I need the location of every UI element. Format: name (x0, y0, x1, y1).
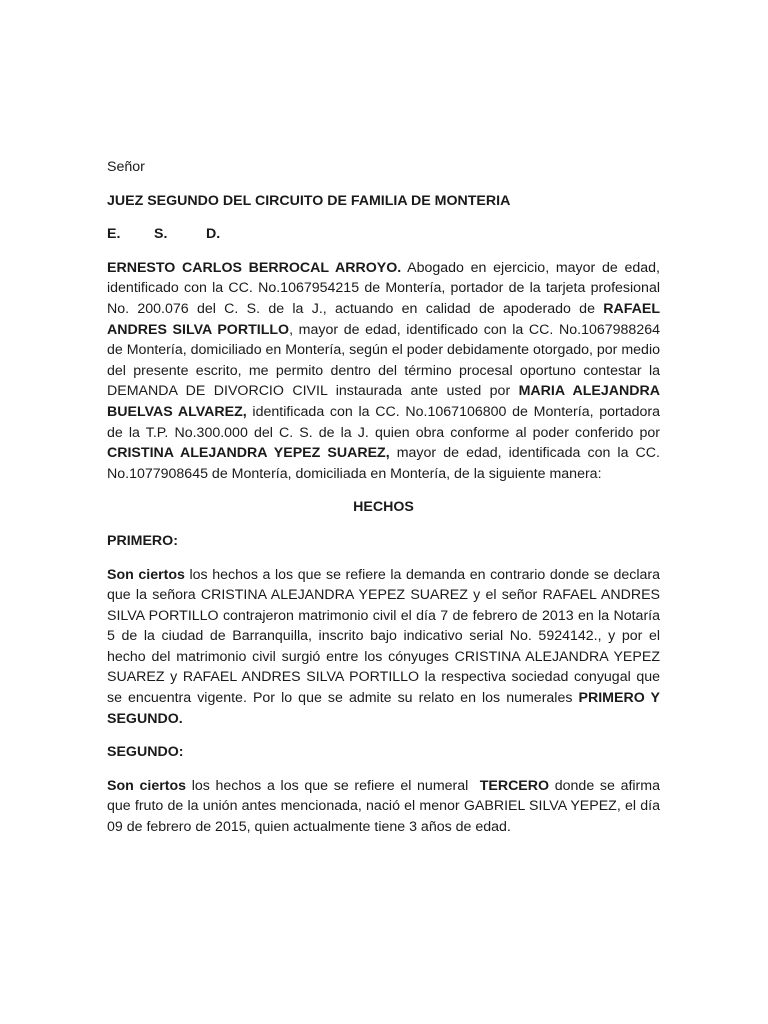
addressee: JUEZ SEGUNDO DEL CIRCUITO DE FAMILIA DE MONTERIA (107, 192, 511, 209)
segundo-lead: Son ciertos (107, 777, 187, 794)
segundo-text-1: los hechos a los que se refiere el numeral (186, 777, 480, 794)
segundo-heading: SEGUNDO: (107, 744, 184, 761)
document-page (107, 157, 660, 838)
esd-e: E. (107, 226, 121, 243)
intro-text-3: identificada con la CC. No.1067106800 de Montería, portadora de la T.P. No.300.000 del C. S. de la J. quien obra conforme al poder conferido por (107, 403, 660, 441)
segundo-text-2: donde se afirma que fruto de la unión antes mencionada, nació el menor GABRIEL SILVA YEPEZ, el día 09 de febrero de 2015, quien actualmente tiene 3 años de edad. (107, 777, 660, 836)
primero-paragraph (107, 565, 660, 730)
primero-lead: Son ciertos (107, 566, 185, 583)
primero-tail: PRIMERO Y SEGUNDO. (107, 690, 660, 727)
plaintiff-name: CRISTINA ALEJANDRA YEPEZ SUAREZ, (107, 445, 390, 462)
section-title: HECHOS (353, 499, 414, 516)
salutation: Señor (107, 159, 145, 175)
esd-d: D. (206, 226, 221, 243)
plaintiff-attorney-name: MARIA ALEJANDRA BUELVAS ALVAREZ, (107, 383, 660, 420)
client-name: RAFAEL ANDRES SILVA PORTILLO (107, 300, 660, 338)
intro-text-2: , mayor de edad, identificado con la CC. No.1067988264 de Montería, domiciliado en Montería, según el poder debidamente otorgado, por medio del presente escrito, me permito dentro del término procesal oportuno contestar la DEMANDA DE DIVORCIO CIVIL instaurada ante usted por (107, 321, 660, 400)
esd-s: S. (154, 226, 168, 243)
segundo-bold: TERCERO (479, 777, 550, 794)
primero-text: los hechos a los que se refiere la demanda en contrario donde se declara que la señora CRISTINA ALEJANDRA YEPEZ SUAREZ y el señor RAFAEL ANDRES SILVA PORTILLO contrajeron matrimonio civil el día 7 de febrero de 2013 en la Notaría 5 de la ciudad de Barranquilla, inscrito bajo indicativo serial No. 5924142., y por el hecho del matrimonio civil surgió entre los cónyuges CRISTINA ALEJANDRA YEPEZ SUAREZ y RAFAEL ANDRES SILVA PORTILLO la respectiva sociedad conyugal que se encuentra vigente. Por lo que se admite su relato en los numerales (107, 566, 660, 707)
intro-text-4: mayor de edad, identificada con la CC. No.1077908645 de Montería, domiciliada en Montería, de la siguiente manera: (107, 445, 660, 482)
intro-text-1: Abogado en ejercicio, mayor de edad, identificado con la CC. No.1067954215 de Montería, portador de la tarjeta profesional No. 200.076 del C. S. de la J., actuando en calidad de apoderado de (107, 259, 660, 317)
attorney-name: ERNESTO CARLOS BERROCAL ARROYO. (107, 259, 402, 276)
esd-line (107, 224, 660, 245)
segundo-paragraph (107, 776, 660, 838)
intro-paragraph (107, 258, 660, 485)
primero-heading: PRIMERO: (107, 532, 178, 549)
